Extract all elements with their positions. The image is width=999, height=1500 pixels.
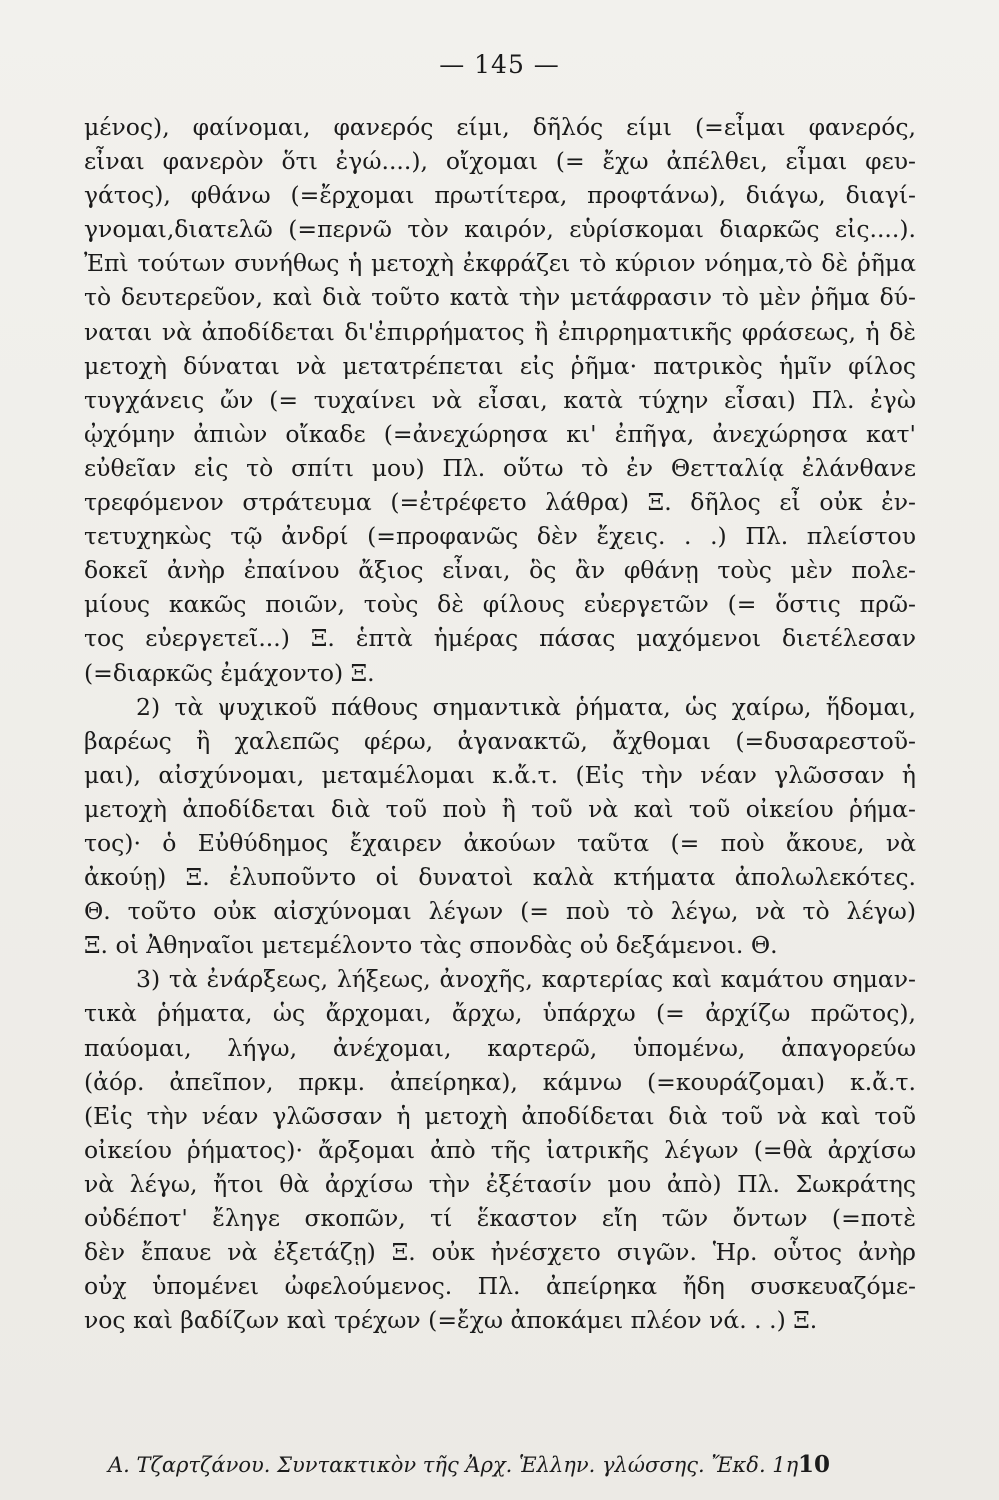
text-line: (=διαρκῶς ἐμάχοντο) Ξ. xyxy=(84,658,375,687)
text-line: παύομαι, λήγω, ἀνέχομαι, καρτερῶ, ὑπομένω, ἀπαγορεύω xyxy=(84,1033,916,1062)
text-line: γνομαι,διατελῶ (=περνῶ τὸν καιρόν, εὑρίσκομαι διαρκῶς εἰς....). xyxy=(84,215,916,244)
text-line: νος καὶ βαδίζων καὶ τρέχων (=ἔχω ἀποκάμει πλέον νά. . .) Ξ. xyxy=(84,1306,818,1335)
text-line: τος)· ὁ Εὐθύδημος ἔχαιρεν ἀκούων ταῦτα (= ποὺ ἄκουε, νὰ xyxy=(84,828,916,857)
text-line: Ἐπὶ τούτων συνήθως ἡ μετοχὴ ἐκφράζει τὸ κύριον νόημα,τὸ δὲ ῥῆμα xyxy=(84,249,916,278)
text-line: τικὰ ῥήματα, ὡς ἄρχομαι, ἄρχω, ὑπάρχω (= ἀρχίζω πρῶτος), xyxy=(84,999,916,1028)
footer-signature: 10 xyxy=(798,1451,831,1478)
text-line: Θ. τοῦτο οὐκ αἰσχύνομαι λέγων (= ποὺ τὸ λέγω, νὰ τὸ λέγω) xyxy=(84,897,916,926)
text-line: οὐδέποτ' ἔληγε σκοπῶν, τί ἕκαστον εἴη τῶν ὄντων (=ποτὲ xyxy=(84,1204,916,1232)
text-line: οὐχ ὑπομένει ὠφελούμενος. Πλ. ἀπείρηκα ἤδη συσκευαζόμε- xyxy=(84,1272,916,1301)
text-line: γάτος), φθάνω (=ἔρχομαι πρωτίτερα, προφτάνω), διάγω, διαγί- xyxy=(84,181,916,210)
text-line: ἀκούῃ) Ξ. ἐλυποῦντο οἱ δυνατοὶ καλὰ κτήματα ἀπολωλεκότες. xyxy=(84,863,916,892)
text-line: εὐθεῖαν εἰς τὸ σπίτι μου) Πλ. οὕτω τὸ ἐν Θετταλίᾳ ἐλάνθανε xyxy=(84,453,916,482)
text-line: Ξ. οἱ Ἀθηναῖοι μετεμέλοντο τὰς σπονδὰς οὐ δεξάμενοι. Θ. xyxy=(84,931,778,960)
text-line: ναται νὰ ἀποδίδεται δι'ἐπιρρήματος ἢ ἐπιρρηματικῆς φράσεως, ἡ δὲ xyxy=(84,317,916,346)
text-line: τρεφόμενον στράτευμα (=ἐτρέφετο λάθρα) Ξ. δῆλος εἶ οὐκ ἐν- xyxy=(84,488,916,517)
text-line: τος εὐεργετεῖ...) Ξ. ἑπτὰ ἡμέρας πάσας μαχόμενοι διετέλεσαν xyxy=(84,624,916,653)
text-line: δὲν ἔπαυε νὰ ἐξετάζῃ) Ξ. οὐκ ἠνέσχετο σιγῶν. Ἡρ. οὗτος ἀνὴρ xyxy=(84,1238,916,1267)
text-line: δοκεῖ ἀνὴρ ἐπαίνου ἄξιος εἶναι, ὃς ἂν φθάνῃ τοὺς μὲν πολε- xyxy=(84,556,916,585)
text-line: μένος), φαίνομαι, φανερός είμι, δῆλός είμι (=εἶμαι φανερός, xyxy=(84,113,916,141)
text-line: 2) τὰ ψυχικοῦ πάθους σημαντικὰ ῥήματα, ὡς χαίρω, ἥδομαι, xyxy=(136,692,916,721)
footer-citation: Α. Τζαρτζάνου. Συντακτικὸν τῆς Ἀρχ. Ἑλλην. γλώσσης. Ἔκδ. 1η xyxy=(108,1453,799,1477)
page-body xyxy=(84,110,916,1337)
text-line: ᾠχόμην ἀπιὼν οἴκαδε (=ἀνεχώρησα κι' ἐπῆγα, ἀνεχώρησα κατ' xyxy=(84,419,916,448)
text-line: (Εἰς τὴν νέαν γλῶσσαν ἡ μετοχὴ ἀποδίδεται διὰ τοῦ νὰ καὶ τοῦ xyxy=(84,1101,916,1130)
text-line: (ἀόρ. ἀπεῖπον, πρκμ. ἀπείρηκα), κάμνω (=κουράζομαι) κ.ἄ.τ. xyxy=(84,1067,916,1096)
text-line: οἰκείου ῥήματος)· ἄρξομαι ἀπὸ τῆς ἰατρικῆς λέγων (=θὰ ἀρχίσω xyxy=(84,1135,916,1164)
text-line: μετοχὴ ἀποδίδεται διὰ τοῦ ποὺ ἢ τοῦ νὰ καὶ τοῦ οἰκείου ῥήμα- xyxy=(84,794,916,823)
text-line: βαρέως ἢ χαλεπῶς φέρω, ἀγανακτῶ, ἄχθομαι (=δυσαρεστοῦ- xyxy=(84,726,916,755)
text-line: εἶναι φανερὸν ὅτι ἐγώ....), οἴχομαι (= ἔχω ἀπέλθει, εἶμαι φευ- xyxy=(84,147,916,176)
text-line: 3) τὰ ἐνάρξεως, λήξεως, ἀνοχῆς, καρτερίας καὶ καμάτου σημαν- xyxy=(136,965,916,994)
text-line: μαι), αἰσχύνομαι, μεταμέλομαι κ.ἄ.τ. (Εἰς τὴν νέαν γλῶσσαν ἡ xyxy=(84,760,916,789)
text-line: νὰ λέγω, ἤτοι θὰ ἀρχίσω τὴν ἐξέτασίν μου ἀπὸ) Πλ. Σωκράτης xyxy=(84,1169,916,1198)
text-line: μίους κακῶς ποιῶν, τοὺς δὲ φίλους εὐεργετῶν (= ὅστις πρῶ- xyxy=(84,590,916,619)
text-line: τὸ δευτερεῦον, καὶ διὰ τοῦτο κατὰ τὴν μετάφρασιν τὸ μὲν ῥῆμα δύ- xyxy=(84,283,916,312)
page-number: — 145 — xyxy=(439,50,560,79)
text-line: τυγχάνεις ὤν (= τυχαίνει νὰ εἶσαι, κατὰ τύχην εἶσαι) Πλ. ἐγὼ xyxy=(84,385,916,414)
text-line: τετυχηκὼς τῷ ἀνδρί (=προφανῶς δὲν ἔχεις. . .) Πλ. πλείστου xyxy=(84,522,916,551)
text-line: μετοχὴ δύναται νὰ μετατρέπεται εἰς ῥῆμα· πατρικὸς ἡμῖν φίλος xyxy=(84,351,916,380)
